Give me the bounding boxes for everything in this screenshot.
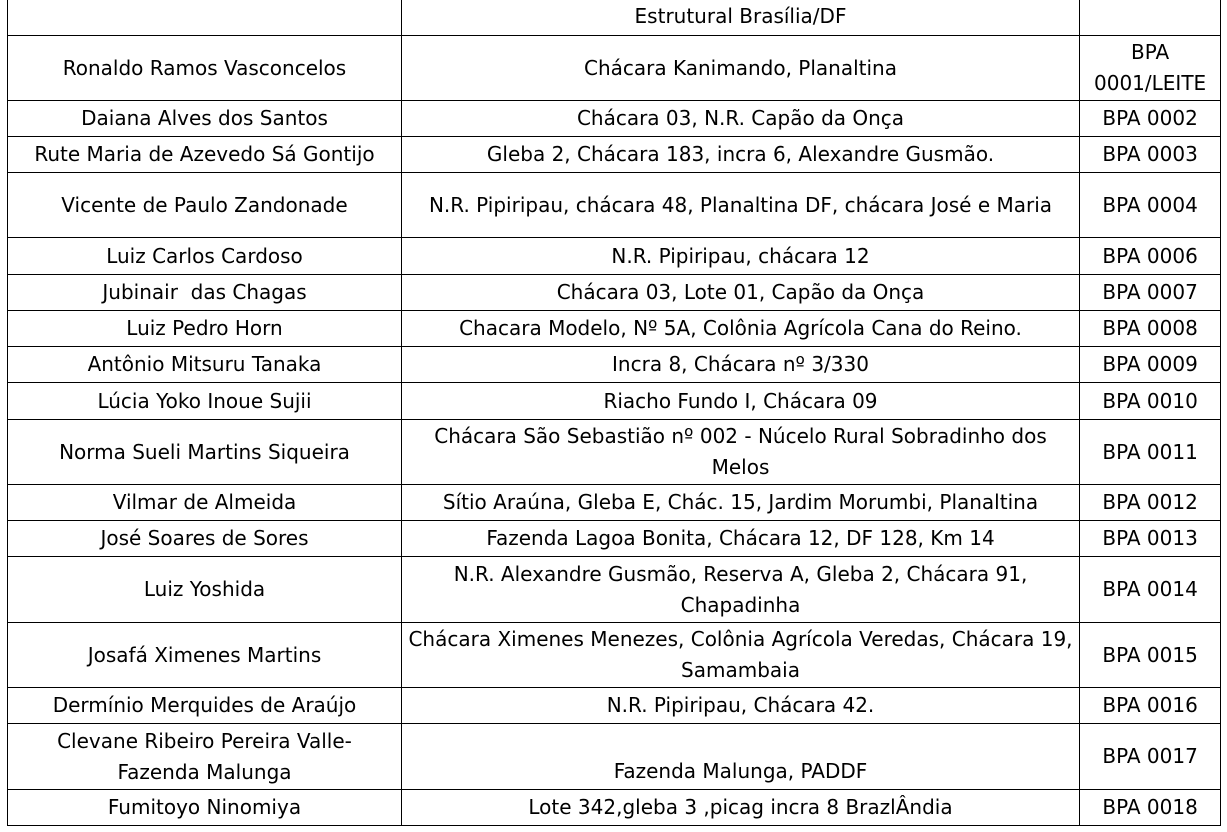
- code-cell: BPA 0003: [1080, 137, 1221, 173]
- table-row: [8, 101, 1221, 137]
- address-cell: Sítio Araúna, Gleba E, Chác. 15, Jardim Morumbi, Planaltina: [402, 485, 1080, 521]
- table-row: [8, 311, 1221, 347]
- code-cell: BPA 0007: [1080, 275, 1221, 311]
- producers-table: [7, 0, 1221, 826]
- code-cell: BPA 0002: [1080, 101, 1221, 137]
- code-cell: BPA 0010: [1080, 383, 1221, 420]
- code-cell: BPA 0001/LEITE: [1080, 36, 1221, 101]
- address-cell: Fazenda Lagoa Bonita, Chácara 12, DF 128, Km 14: [402, 521, 1080, 557]
- table-row: [8, 275, 1221, 311]
- table-row: [8, 521, 1221, 557]
- table-row: [8, 790, 1221, 826]
- table-row: [8, 485, 1221, 521]
- address-cell: Fazenda Malunga, PADDF: [402, 724, 1080, 790]
- name-cell: Antônio Mitsuru Tanaka: [8, 347, 402, 383]
- code-cell: BPA 0013: [1080, 521, 1221, 557]
- table-row: [8, 688, 1221, 724]
- name-cell: [8, 0, 402, 36]
- name-cell: Daiana Alves dos Santos: [8, 101, 402, 137]
- name-cell: José Soares de Sores: [8, 521, 402, 557]
- code-cell: BPA 0009: [1080, 347, 1221, 383]
- code-cell: BPA 0012: [1080, 485, 1221, 521]
- name-cell: Luiz Carlos Cardoso: [8, 238, 402, 275]
- address-cell: Lote 342,gleba 3 ,picag incra 8 BrazlÂndia: [402, 790, 1080, 826]
- code-cell: [1080, 0, 1221, 36]
- code-cell: BPA 0014: [1080, 557, 1221, 623]
- name-cell: Josafá Ximenes Martins: [8, 623, 402, 688]
- address-cell: N.R. Alexandre Gusmão, Reserva A, Gleba 2, Chácara 91, Chapadinha: [402, 557, 1080, 623]
- table-row: [8, 557, 1221, 623]
- code-cell: BPA 0006: [1080, 238, 1221, 275]
- code-cell: BPA 0011: [1080, 420, 1221, 485]
- address-cell: Estrutural Brasília/DF: [402, 0, 1080, 36]
- table-row: [8, 36, 1221, 101]
- code-cell: BPA 0008: [1080, 311, 1221, 347]
- code-cell: BPA 0017: [1080, 724, 1221, 790]
- address-cell: Chácara 03, N.R. Capão da Onça: [402, 101, 1080, 137]
- table-row: [8, 0, 1221, 36]
- name-cell: Ronaldo Ramos Vasconcelos: [8, 36, 402, 101]
- table-row: [8, 173, 1221, 238]
- name-cell: Luiz Pedro Horn: [8, 311, 402, 347]
- address-cell: Gleba 2, Chácara 183, incra 6, Alexandre Gusmão.: [402, 137, 1080, 173]
- code-cell: BPA 0016: [1080, 688, 1221, 724]
- address-cell: N.R. Pipiripau, chácara 48, Planaltina DF, chácara José e Maria: [402, 173, 1080, 238]
- code-cell: BPA 0015: [1080, 623, 1221, 688]
- table-row: [8, 623, 1221, 688]
- name-cell: Jubinair das Chagas: [8, 275, 402, 311]
- address-cell: N.R. Pipiripau, chácara 12: [402, 238, 1080, 275]
- address-cell: Incra 8, Chácara nº 3/330: [402, 347, 1080, 383]
- code-cell: BPA 0018: [1080, 790, 1221, 826]
- name-cell: Lúcia Yoko Inoue Sujii: [8, 383, 402, 420]
- name-cell: Fumitoyo Ninomiya: [8, 790, 402, 826]
- table-row: [8, 724, 1221, 790]
- table-row: [8, 420, 1221, 485]
- name-cell: Rute Maria de Azevedo Sá Gontijo: [8, 137, 402, 173]
- address-cell: Riacho Fundo I, Chácara 09: [402, 383, 1080, 420]
- address-cell: Chacara Modelo, Nº 5A, Colônia Agrícola Cana do Reino.: [402, 311, 1080, 347]
- name-cell: Luiz Yoshida: [8, 557, 402, 623]
- name-cell: Norma Sueli Martins Siqueira: [8, 420, 402, 485]
- name-cell: Vicente de Paulo Zandonade: [8, 173, 402, 238]
- address-cell: N.R. Pipiripau, Chácara 42.: [402, 688, 1080, 724]
- table-row: [8, 383, 1221, 420]
- address-cell: Chácara Kanimando, Planaltina: [402, 36, 1080, 101]
- name-cell: Clevane Ribeiro Pereira Valle-Fazenda Malunga: [8, 724, 402, 790]
- table-row: [8, 347, 1221, 383]
- table-row: [8, 238, 1221, 275]
- address-cell: Chácara Ximenes Menezes, Colônia Agrícola Veredas, Chácara 19, Samambaia: [402, 623, 1080, 688]
- code-cell: BPA 0004: [1080, 173, 1221, 238]
- name-cell: Vilmar de Almeida: [8, 485, 402, 521]
- table-row: [8, 137, 1221, 173]
- address-cell: Chácara 03, Lote 01, Capão da Onça: [402, 275, 1080, 311]
- name-cell: Dermínio Merquides de Araújo: [8, 688, 402, 724]
- address-cell: Chácara São Sebastião nº 002 - Núcelo Rural Sobradinho dos Melos: [402, 420, 1080, 485]
